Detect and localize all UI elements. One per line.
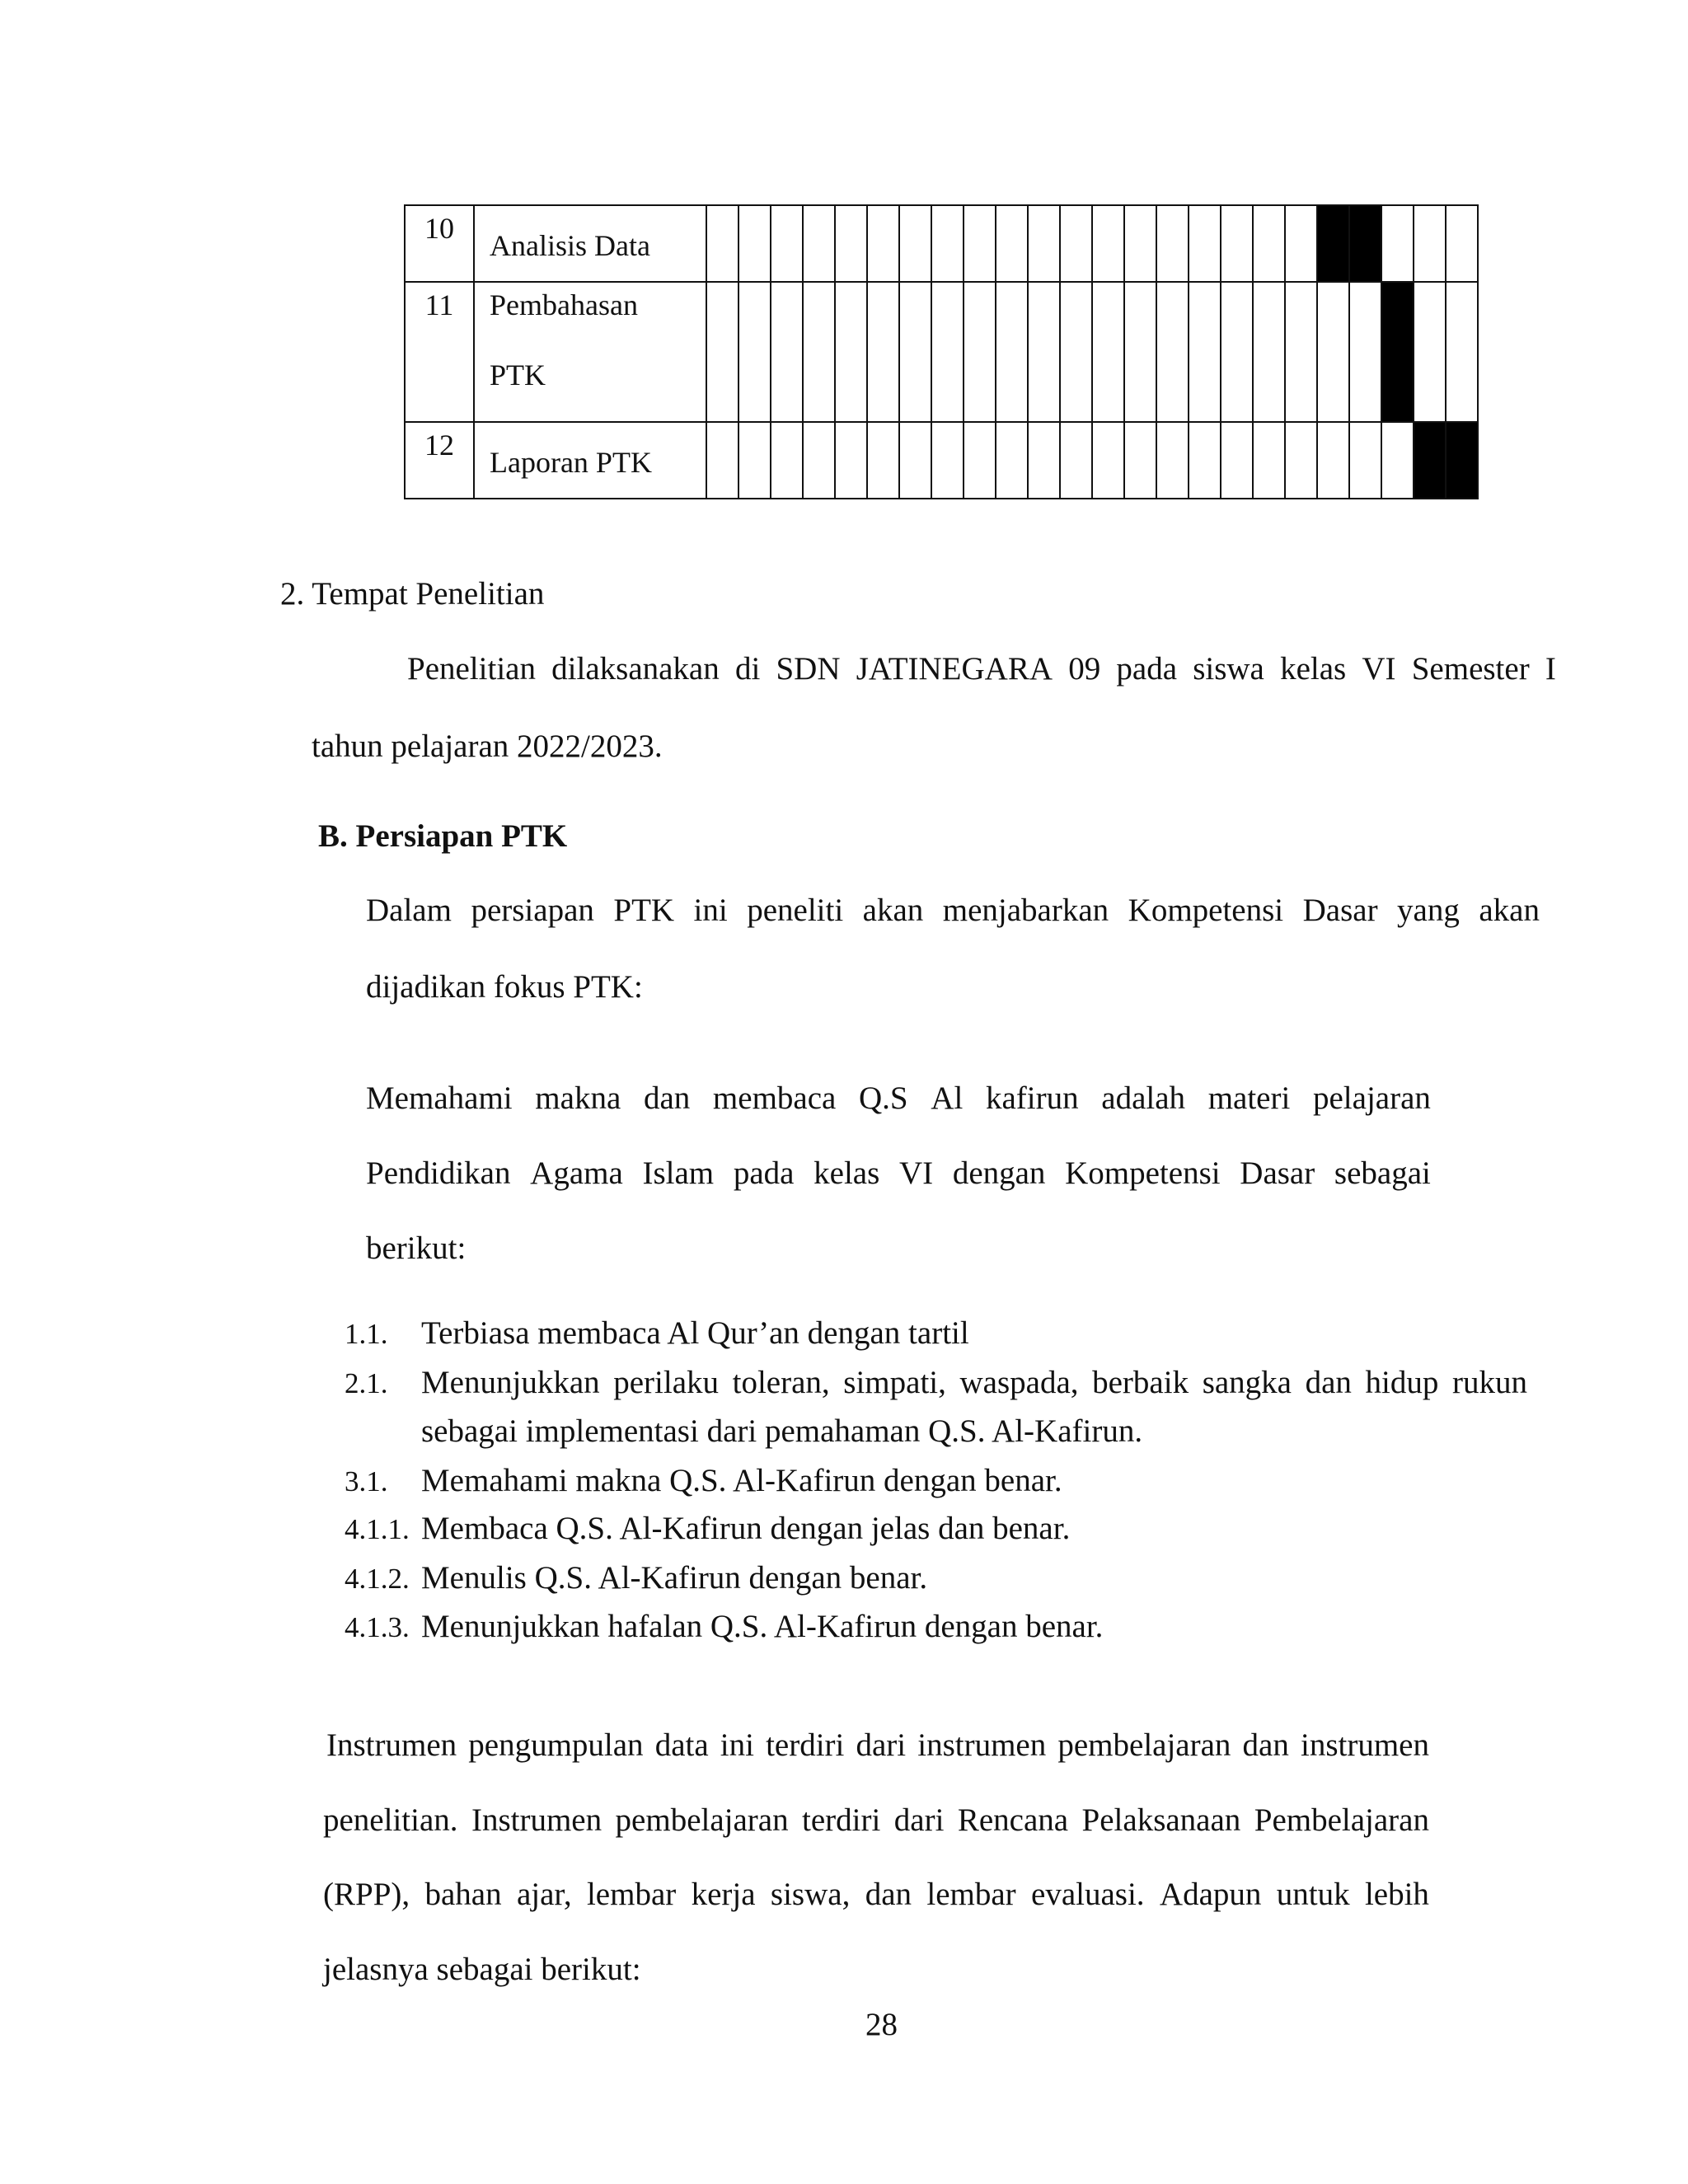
word: sangka [1202,1365,1292,1400]
row-number: 10 [405,205,474,282]
week-cell [835,422,867,499]
word: pembelajaran [1057,1727,1231,1763]
schedule-table [404,204,1479,499]
word: Dalam [366,893,452,928]
week-cell [1253,422,1285,499]
word: dan [1305,1365,1352,1400]
word: adalah [1101,1080,1186,1116]
list-item-number: 3.1. [345,1465,388,1497]
week-cell [1253,282,1285,422]
word: materi [1207,1080,1291,1116]
week-cell-filled [1349,205,1381,282]
word: simpati, [843,1365,946,1400]
sectionB-para2-line1 [366,1082,1431,1114]
activity-cell [474,282,706,422]
row-number: 11 [405,282,474,422]
word: Semester [1411,651,1530,687]
word: akan [862,893,924,928]
word: perilaku [613,1365,720,1400]
word: I [1545,651,1556,687]
week-cell [1156,282,1189,422]
section-heading-persiapan-ptk: B. Persiapan PTK [318,818,568,854]
word: kelas [1280,651,1347,687]
week-cell [867,422,899,499]
word: siswa [1193,651,1264,687]
word: pelajaran [1313,1080,1431,1116]
instrumen-line1 [326,1729,1429,1761]
word: dilaksanakan [551,651,720,687]
week-cell [1285,205,1317,282]
word: Dasar [1302,893,1378,928]
list-item-number: 4.1.3. [345,1611,410,1643]
list-item-text: Menunjukkan hafalan Q.S. Al-Kafirun dengan benar. [421,1609,1104,1644]
sectionB-para2-line3: berikut: [366,1230,467,1266]
word: Memahami [366,1080,513,1116]
activity-label: Analisis Data [490,229,650,262]
word: (RPP), [323,1877,410,1912]
week-cell [1285,282,1317,422]
page-number: 28 [865,2007,898,2042]
activity-label: Laporan PTK [490,446,652,479]
word: Kompetensi [1128,893,1284,928]
week-cell [738,282,771,422]
list-item-text: Memahami makna Q.S. Al-Kafirun dengan benar. [421,1463,1062,1498]
word: waspada, [959,1365,1079,1400]
word: akan [1479,893,1540,928]
section-heading-tempat-penelitian: 2. Tempat Penelitian [280,576,545,612]
week-cell [803,282,835,422]
week-cell [835,282,867,422]
week-cell-filled [1381,282,1414,422]
week-cell [1092,422,1124,499]
word: Dasar [1240,1155,1315,1191]
week-cell [1060,205,1092,282]
week-cell [1446,205,1478,282]
week-cell [899,205,931,282]
week-cell [835,205,867,282]
word: bahan [424,1877,502,1912]
week-cell [1317,422,1349,499]
word: membaca [712,1080,837,1116]
week-cell [803,422,835,499]
week-cell [1317,282,1349,422]
word: lembar [586,1877,677,1912]
word: instrumen [917,1727,1047,1763]
word: kerja [691,1877,756,1912]
list-item-number: 4.1.2. [345,1563,410,1595]
week-cell [1124,205,1156,282]
week-cell [1381,205,1414,282]
list-item-number: 2.1. [345,1367,388,1399]
word: ini [720,1727,754,1763]
week-cell [899,282,931,422]
week-cell [738,422,771,499]
word: Pendidikan [366,1155,511,1191]
week-cell [1124,422,1156,499]
list-item-text: Membaca Q.S. Al-Kafirun dengan jelas dan benar. [421,1511,1071,1546]
word: JATINEGARA [856,651,1053,687]
word: Q.S [859,1080,908,1116]
week-cell [1028,422,1060,499]
word: penelitian. [323,1802,458,1838]
section2-paragraph-line1 [407,653,1556,685]
word: ajar, [516,1877,572,1912]
word: pembelajaran [615,1802,789,1838]
activity-cell [474,422,706,499]
word: Instrumen [326,1727,457,1763]
table-row [405,205,1478,282]
week-cell [706,205,738,282]
week-cell [1221,422,1253,499]
word: rukun [1451,1365,1527,1400]
week-cell [1253,205,1285,282]
word: instrumen [1300,1727,1429,1763]
sectionB-para2-line2 [366,1157,1431,1189]
week-cell [1028,282,1060,422]
week-cell [1221,282,1253,422]
week-cell [1028,205,1060,282]
word: dan [865,1877,912,1912]
word: ini [693,893,728,928]
word: Al [931,1080,964,1116]
week-cell [771,422,803,499]
word: VI [1362,651,1396,687]
activity-cell [474,205,706,282]
word: untuk [1276,1877,1350,1912]
word: lebih [1364,1877,1429,1912]
week-cell [706,282,738,422]
word: menjabarkan [942,893,1109,928]
week-cell [1189,282,1221,422]
word: sebagai [1334,1155,1431,1191]
word: data [654,1727,709,1763]
word: evaluasi. [1031,1877,1145,1912]
list-item-text: Terbiasa membaca Al Qur’an dengan tartil [421,1315,969,1351]
word: Rencana [957,1802,1069,1838]
word: pengumpulan [468,1727,644,1763]
table-row [405,282,1478,422]
sectionB-intro-line2: dijadikan fokus PTK: [366,969,643,1005]
week-cell [931,205,964,282]
list-item-number: 4.1.1. [345,1513,410,1545]
word: toleran, [732,1365,830,1400]
week-cell [1414,282,1446,422]
week-cell [1092,205,1124,282]
week-cell [1349,422,1381,499]
week-cell [771,205,803,282]
word: makna [535,1080,621,1116]
sectionB-intro-line1 [366,894,1540,926]
week-cell [996,282,1028,422]
word: Pelaksanaan [1081,1802,1241,1838]
week-cell [1446,282,1478,422]
instrumen-line3 [323,1878,1429,1910]
word: VI [898,1155,934,1191]
week-cell [1124,282,1156,422]
week-cell [1189,422,1221,499]
word: Islam [642,1155,715,1191]
week-cell [899,422,931,499]
list-item-number: 1.1. [345,1318,388,1350]
table-row [405,422,1478,499]
word: Agama [530,1155,623,1191]
word: lembar [926,1877,1016,1912]
week-cell [1189,205,1221,282]
word: di [734,651,761,687]
week-cell [738,205,771,282]
row-number: 12 [405,422,474,499]
week-cell-filled [1446,422,1478,499]
word: yang [1397,893,1460,928]
week-cell-filled [1414,422,1446,499]
activity-label: Pembahasan [490,288,638,321]
week-cell [1381,422,1414,499]
week-cell [931,282,964,422]
instrumen-line4: jelasnya sebagai berikut: [323,1952,641,1987]
week-cell [867,282,899,422]
week-cell [1349,282,1381,422]
word: Penelitian [407,651,536,687]
week-cell [1092,282,1124,422]
word: dari [856,1727,907,1763]
word: terdiri [802,1802,881,1838]
list-item-text: sebagai implementasi dari pemahaman Q.S. Al-Kafirun. [421,1413,1143,1449]
word: dari [893,1802,945,1838]
word: siswa, [770,1877,851,1912]
word: Kompetensi [1065,1155,1221,1191]
word: dan [643,1080,691,1116]
week-cell [964,282,996,422]
week-cell [964,205,996,282]
list-item-text: Menulis Q.S. Al-Kafirun dengan benar. [421,1560,928,1596]
week-cell [964,422,996,499]
week-cell [1221,205,1253,282]
word: Pembelajaran [1254,1802,1429,1838]
word: pada [733,1155,795,1191]
week-cell [867,205,899,282]
section2-paragraph-line2: tahun pelajaran 2022/2023. [312,729,663,764]
word: kafirun [985,1080,1079,1116]
activity-label: PTK [490,359,546,391]
word: 09 [1068,651,1101,687]
list-item-text [421,1364,1527,1401]
word: berbaik [1092,1365,1189,1400]
instrumen-line2 [323,1804,1429,1836]
week-cell [996,205,1028,282]
word: terdiri [766,1727,845,1763]
week-cell [1060,282,1092,422]
word: dan [1242,1727,1289,1763]
word: hidup [1365,1365,1439,1400]
week-cell [1156,205,1189,282]
week-cell [803,205,835,282]
word: SDN [776,651,841,687]
week-cell [996,422,1028,499]
week-cell [1414,205,1446,282]
week-cell [931,422,964,499]
week-cell [1285,422,1317,499]
word: dengan [952,1155,1046,1191]
word: Adapun [1159,1877,1262,1912]
week-cell [1060,422,1092,499]
word: kelas [814,1155,880,1191]
week-cell [771,282,803,422]
word: Instrumen [471,1802,603,1838]
week-cell-filled [1317,205,1349,282]
week-cell [706,422,738,499]
word: PTK [613,893,675,928]
word: Menunjukkan [421,1365,600,1400]
week-cell [1156,422,1189,499]
word: persiapan [471,893,594,928]
word: peneliti [747,893,844,928]
word: pada [1116,651,1178,687]
